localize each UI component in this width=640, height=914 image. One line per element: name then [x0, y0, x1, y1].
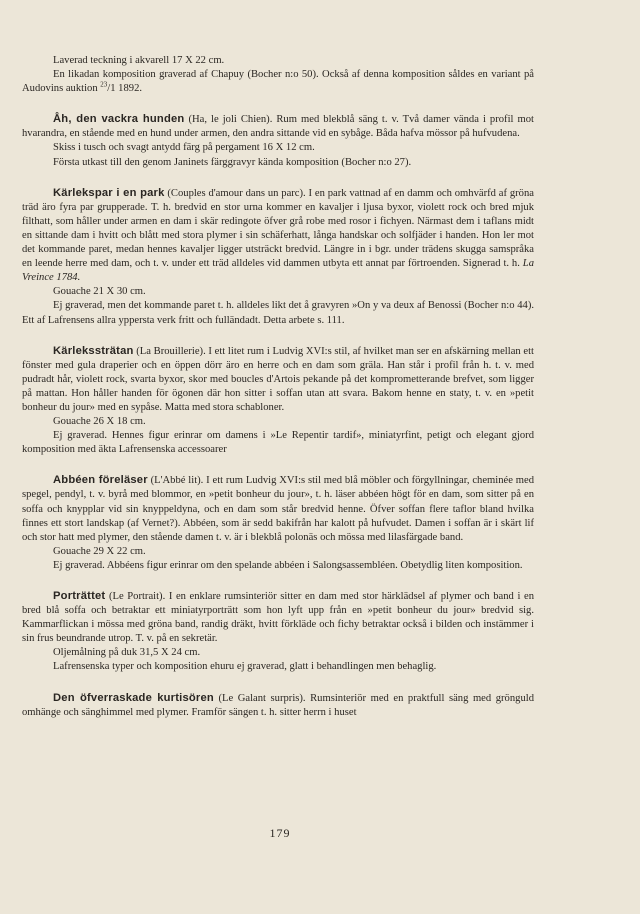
entry-6-text: (Le Galant surpris). Rumsinteriör med en praktfull säng med grönguld omhänge och sänghimmel med plymer. Framför sängen t. h. sitter herrn i huset — [22, 692, 534, 718]
entry-5-paragraph — [22, 589, 534, 646]
intro-line-2 — [22, 68, 534, 96]
entry-1-note: Första utkast till den genom Janinets färggravyr kända komposition (Bocher n:o 27). — [53, 156, 412, 168]
entry-4-note: Ej graverad. Abbéens figur erinrar om den spelande abbéen i Salongsassembléen. Obetydlig liten komposition. — [53, 559, 523, 571]
entry-2-title: Kärlekspar i en park — [53, 186, 165, 199]
entry-2-signature: La Vreince 1784. — [22, 258, 534, 284]
entry-abbeen — [22, 473, 534, 573]
entry-4-paragraph — [22, 473, 534, 544]
entry-karlekspar — [22, 186, 534, 328]
entry-4-technique: Gouache 29 X 22 cm. — [53, 545, 146, 557]
entry-6-title: Den öfverraskade kurtisören — [53, 691, 214, 704]
entry-4-text: (L'Abbé lit). I ett rum Ludvig XVI:s stil med blå möbler och förgyllningar, cheminée med spegel, pendyl, t. v. byrå med blommor, en »petit bonheur du jour», t. h. läser abbéen högt för en dam, som sitter på en soffa och knypplar vid sin knyppeldyna, och en dam som står bredvid henne. Öfver soffan flere taflor bland hvilka finnes ett stort landskap (af Vernet?). Abbéen, som är sedd bakifrån har kalott på hufvudet. Damen i soffan är i skärt lif och stor hatt med plymer, den stående damen t. v. är i blekblå polonäs och mössa med lilasfärgade band. — [22, 475, 534, 543]
entry-portrattet — [22, 589, 534, 675]
intro-date-end: /1 1892. — [107, 83, 143, 95]
entry-2-technique: Gouache 21 X 30 cm. — [53, 286, 146, 298]
entry-6-paragraph — [22, 691, 534, 720]
entry-ah-den-vackra-hunden — [22, 112, 534, 169]
entry-kurtisoren — [22, 691, 534, 720]
page-number: 179 — [269, 826, 291, 840]
page-body — [22, 54, 534, 720]
entry-1-title: Åh, den vackra hunden — [53, 113, 185, 126]
entry-5-title: Porträttet — [53, 590, 106, 602]
intro-entry — [22, 54, 534, 96]
entry-1-text: (Ha, le joli Chien). Rum med blekblå säng t. v. Två damer vända i profil mot hvarandra, en stående med en hund under armen, den andra sittande vid en sybåge. Båda hafva mössor på hufvudena. — [22, 114, 534, 140]
entry-2-paragraph — [22, 186, 534, 286]
entry-3-title: Kärlekssträtan — [53, 344, 134, 357]
entry-5-text: (Le Portrait). I en enklare rumsinteriör sitter en dam med stor härklädsel af plymer och band i en bred blå soffa och betraktar ett miniatyrporträtt som hon lyft upp från en »petit bonheur du jour» bredvid sig. Kammarflickan i mössa med gröna band, randig dräkt, hvitt förkläde och fichy betraktar också i bilden och instämmer i sin frus beundrande utrop. T. v. på en sekretär. — [22, 591, 534, 645]
entry-1-technique: Skiss i tusch och svagt antydd färg på pergament 16 X 12 cm. — [53, 142, 315, 154]
entry-5-note: Lafrensenska typer och komposition ehuru ej graverad, glatt i behandlingen men behaglig. — [53, 661, 437, 673]
entry-4-title: Abbéen föreläser — [53, 474, 148, 487]
entry-karlekstratan — [22, 344, 534, 458]
entry-2-note: Ej graverad, men det kommande paret t. h. alldeles likt det å gravyren »On y va deux af Benossi (Bocher n:o 44). Ett af Lafrensens allra yppersta verk fritt och fulländadt. Detta arbete s. 111. — [22, 300, 534, 326]
entry-3-technique: Gouache 26 X 18 cm. — [53, 416, 146, 428]
intro-date-sup: 23 — [100, 80, 108, 89]
entry-1-paragraph — [22, 112, 534, 141]
entry-5-technique: Oljemålning på duk 31,5 X 24 cm. — [53, 647, 201, 659]
entry-3-text: (La Brouillerie). I ett litet rum i Ludvig XVI:s stil, af hvilket man ser en afskärning mellan ett fönster med gula draperier och en öppen dörr äro en herre och en dam som gräla. Han står i profil från h. t. v. med pudradt hår, violett rock, svarta byxor, skor med boucles d'Artois pekande på det komprometterande brefvet, som ligger på mattan. Hon håller handen för ögonen där hon sitter i soffan utan att svara. Bakom henne en staty, t. v. en »petit bonheur du jour» med en sypåse. Matta med stora schabloner. — [22, 345, 534, 413]
entry-3-paragraph — [22, 344, 534, 415]
entry-3-note: Ej graverad. Hennes figur erinrar om damens i »Le Repentir tardif», miniatyrfint, petigt och elegant gjord komposition med äkta Lafrensenska accessoarer — [22, 430, 534, 456]
intro-line-1: Laverad teckning i akvarell 17 X 22 cm. — [53, 55, 225, 66]
entry-2-text: (Couples d'amour dans un parc). I en park vattnad af en damm och omhvärfd af gröna träd äro fyra par grupperade. T. h. bredvid en stor urna kommer en kavaljer i ljusa byxor, violett rock och bred mjuk filthatt, som håller under armen en dam i skär redingote öfver grå robe med rosor i fichyen. Närmast dem i taflans midt en sittande dam i hvitt och blått med stora plymer i sin schäferhatt, långa handskar och solfjäder i handen. Hon ler mot det kommande paret, medan hennes kavaljer ligger utsträckt bredvid. Längre in i bgr. under trädens skugga samspråka en leende herre med dam, och t. v. under ett träd alldeles vid dammen utbyta ett annat par förtroenden. Signerad t. h. — [22, 187, 534, 270]
intro-line-2-text: En likadan komposition graverad af Chapuy (Bocher n:o 50). Också af denna komposition såldes en variant på Audovins auktion — [22, 69, 534, 95]
